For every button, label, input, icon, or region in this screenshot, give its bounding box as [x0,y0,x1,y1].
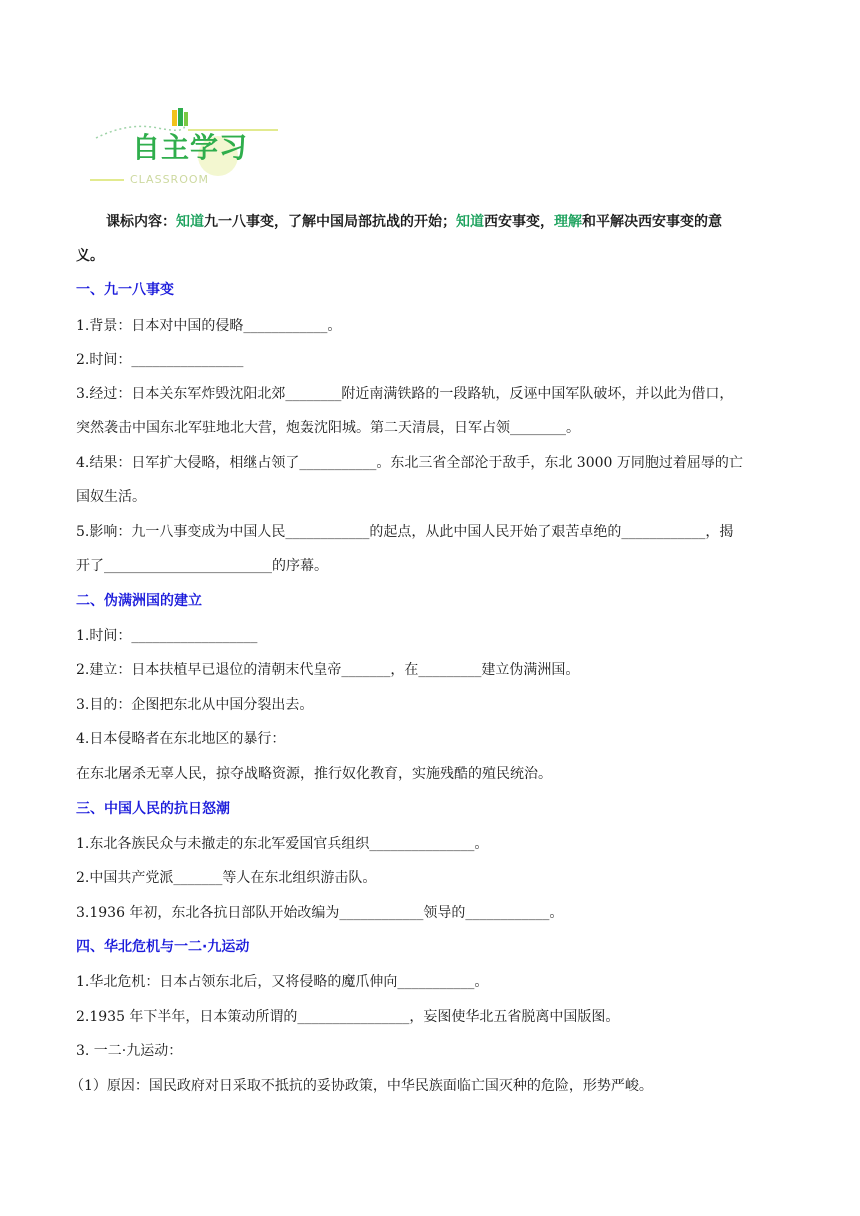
fill-blank-line: 4.结果：日军扩大侵略，相继占领了___________。东北三省全部沦于敌手，东北 3000 万同胞过着屈辱的亡 [76,455,743,471]
fill-blank-line: 3.经过：日本关东军炸毁沈阳北郊________附近南满铁路的一段路轨，反诬中国军队破坏，并以此为借口， [76,386,734,402]
intro-keyword: 知道 [456,214,484,230]
section-heading: 二、伪满洲国的建立 [76,593,202,609]
fill-blank-line: 2.时间：________________ [76,352,244,368]
text-line: 3. 一二·九运动： [76,1043,183,1059]
text-line: 3.目的：企图把东北从中国分裂出去。 [76,697,314,713]
logo-title: 自主学习 [132,131,249,164]
fill-blank-line: 2.建立：日本扶植早已退位的清朝末代皇帝_______，在_________建立伪满洲国。 [76,662,580,678]
fill-blank-line: 1.时间：__________________ [76,628,258,644]
logo-subtitle: CLASSROOM [130,173,210,186]
text-line: 在东北屠杀无辜人民，掠夺战略资源，推行奴化教育，实施残酷的殖民统治。 [76,766,552,782]
fill-blank-line: 3.1936 年初，东北各抗日部队开始改编为____________领导的____________。 [76,905,564,921]
fill-blank-line: 1.东北各族民众与未撤走的东北军爱国官兵组织_______________。 [76,836,489,852]
fill-blank-line: 1.背景：日本对中国的侵略____________。 [76,318,342,334]
intro-keyword: 理解 [554,214,582,230]
section-heading: 四、华北危机与一二·九运动 [76,939,250,955]
intro-prefix: 课标内容： [106,214,176,230]
intro-text: 和平解决西安事变的意 [582,214,722,230]
fill-blank-line: 5.影响：九一八事变成为中国人民____________的起点，从此中国人民开始了艰苦卓绝的____________，揭 [76,524,734,540]
intro-text: 九一八事变，了解中国局部抗战的开始； [204,214,456,230]
books-icon [172,108,188,126]
fill-blank-line: 2.1935 年下半年，日本策动所谓的________________，妄图使华北五省脱离中国版图。 [76,1009,620,1025]
fill-blank-line: 突然袭击中国东北军驻地北大营，炮轰沈阳城。第二天清晨，日军占领________。 [76,420,580,436]
intro-keyword: 知道 [176,214,204,230]
intro-continuation: 义。 [76,248,104,264]
fill-blank-line: 1.华北危机：日本占领东北后，又将侵略的魔爪伸向___________。 [76,974,489,990]
intro-text: 西安事变， [484,214,554,230]
fill-blank-line: 国奴生活。 [76,489,146,505]
text-line: （1）原因：国民政府对日采取不抵抗的妥协政策，中华民族面临亡国灭种的危险，形势严峻。 [70,1078,653,1094]
fill-blank-line: 2.中国共产党派_______等人在东北组织游击队。 [76,870,377,886]
section-heading: 一、九一八事变 [76,282,174,298]
classroom-logo [88,104,288,190]
text-line: 4.日本侵略者在东北地区的暴行： [76,731,286,747]
fill-blank-line: 开了________________________的序幕。 [76,558,328,574]
curriculum-intro [106,212,722,232]
section-heading: 三、中国人民的抗日怒潮 [76,801,230,817]
